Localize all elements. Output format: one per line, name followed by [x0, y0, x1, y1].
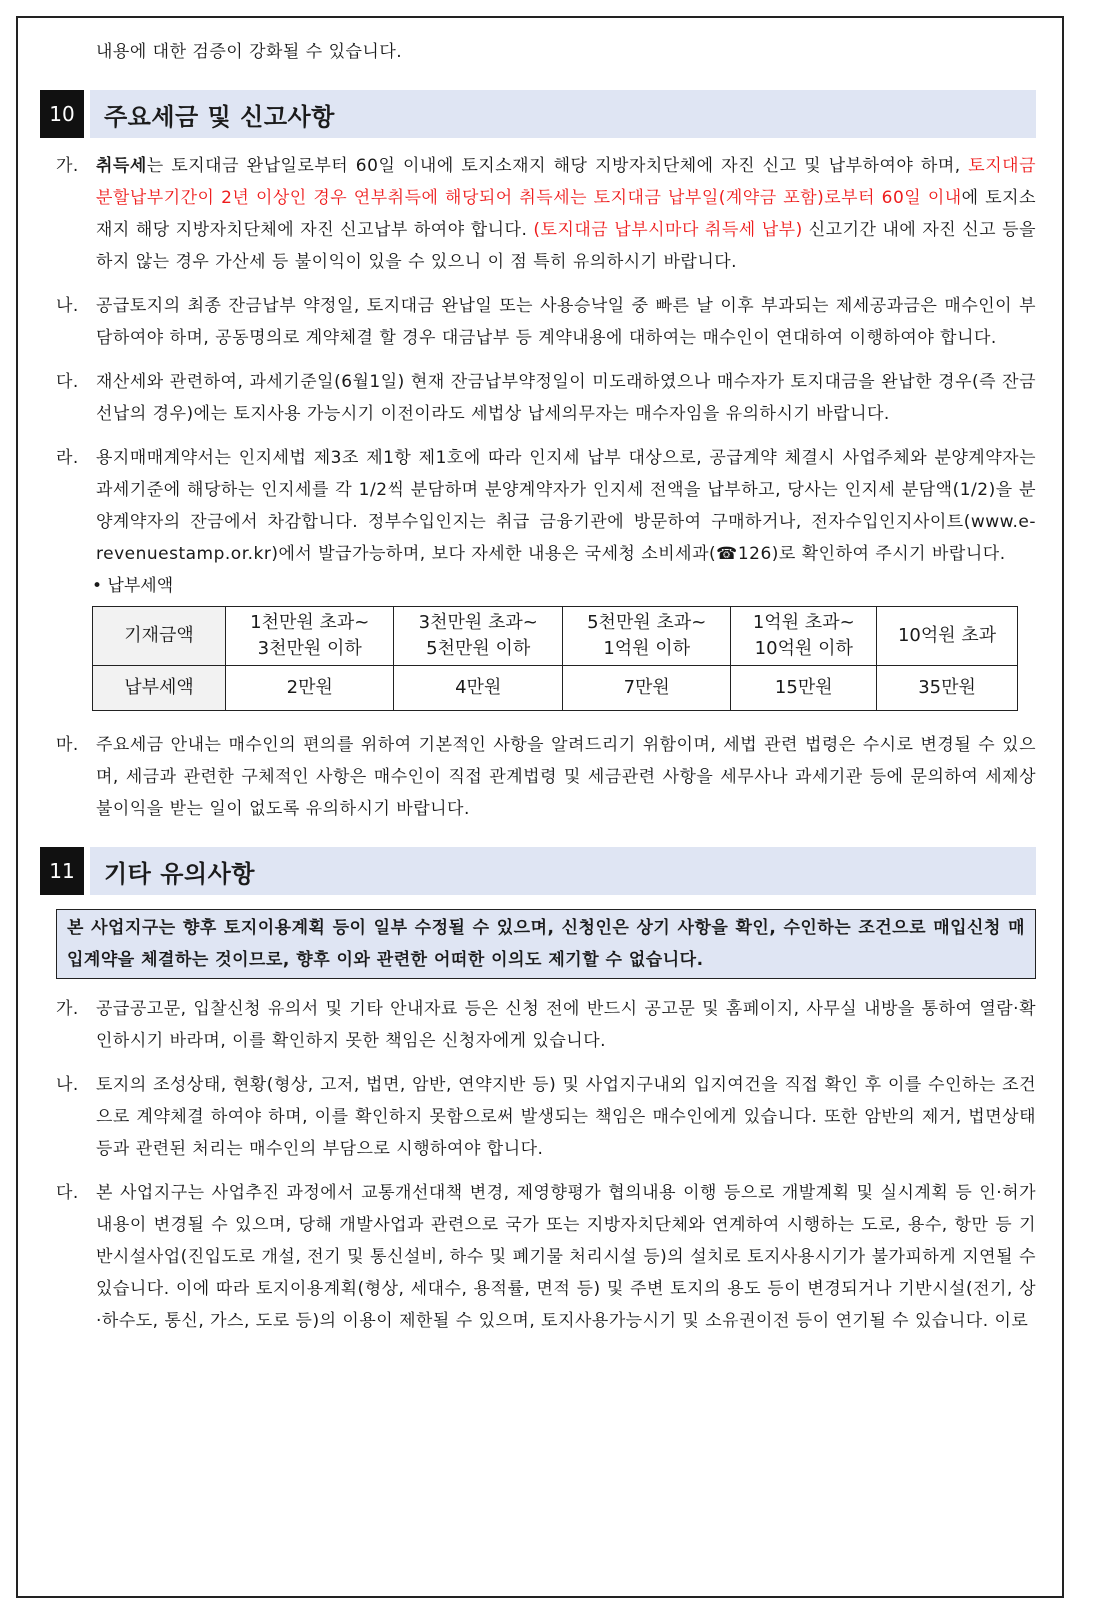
- item-text: 본 사업지구는 사업추진 과정에서 교통개선대책 변경, 제영향평가 협의내용 이행 등으로 개발계획 및 실시계획 등 인·허가내용이 변경될 수 있으며, 당해 개발사업과 관련으로 국가 또는 지방자치단체와 연계하여 시행하는 도로, 용수, 항만 등 기반시설사업(진입도로 개설, 전기 및 통신설비, 하수 및 폐기물 처리시설 등)의 설치로 토지사용시기가 불가피하게 지연될 수 있습니다. 이에 따라 토지이용계획(형상, 세대수, 용적률, 면적 등) 및 주변 토지의 용도 등이 변경되거나 기반시설(전기, 상·하수도, 통신, 가스, 도로 등)의 이용이 제한될 수 있으며, 토지사용가능시기 및 소유권이전 등이 연기될 수 있습니다. 이로: [96, 1183, 1036, 1331]
- table-cell: [731, 607, 877, 666]
- table-cell: 2만원: [226, 666, 394, 711]
- item-marker: 가.: [56, 999, 79, 1019]
- item-marker: 마.: [56, 735, 79, 755]
- item-marker: 나.: [56, 1075, 79, 1095]
- item-text: 공급공고문, 입찰신청 유의서 및 기타 안내자료 등은 신청 전에 반드시 공고문 및 홈페이지, 사무실 내방을 통하여 열람·확인하시기 바라며, 이를 확인하지 못한 책임은 신청자에게 있습니다.: [96, 999, 1036, 1051]
- table-cell: 15만원: [731, 666, 877, 711]
- cell-line: 1억원 초과~: [752, 612, 855, 633]
- section-title: 기타 유의사항: [90, 847, 1036, 895]
- table-cell: [226, 607, 394, 666]
- highlight-red: (토지대금 납부시마다 취득세 납부): [533, 220, 803, 240]
- item-text: 용지매매계약서는 인지세법 제3조 제1항 제1호에 따라 인지세 납부 대상으로, 공급계약 체결시 사업주체와 분양계약자는 과세기준에 해당하는 인지세를 각 1/2씩 분담하며 분양계약자가 인지세 전액을 납부하고, 당사는 인지세 분담액(1/2)을 분양계약자의 잔금에서 차감합니다. 정부수입인지는 취급 금융기관에 방문하여 구매하거나, 전자수입인지사이트(www.e-revenuestamp.or.kr)에서 발급가능하며, 보다 자세한 내용은 국세청 소비세과(☎126)로 확인하여 주시기 바랍니다.: [96, 448, 1036, 564]
- table-cell: [877, 607, 1018, 666]
- cell-line: 10억원 이하: [754, 638, 853, 659]
- cell-line: 5천만원 이하: [426, 638, 531, 659]
- section-title: 주요세금 및 신고사항: [90, 90, 1036, 138]
- highlight-red: 토지대금 분할납부기간이 2년 이상인 경우 연부취득에 해당되어 취득세는 토지대금 납부일(계약금 포함)로부터 60일 이내: [96, 156, 1036, 208]
- document-body: [49, 36, 1036, 1349]
- item-marker: 가.: [56, 156, 79, 176]
- stamp-tax-table: [92, 606, 1018, 711]
- item-10-ra: [56, 442, 1036, 570]
- text-segment: 신고기간 내에 자진 신고 등을 하지 않는 경우 가산세 등 불이익이 있을 수 있으니 이 점 특히 유의하시기 바랍니다.: [96, 220, 1036, 272]
- section-number: 11: [40, 847, 84, 895]
- table-cell: 4만원: [394, 666, 562, 711]
- item-text: 공급토지의 최종 잔금납부 약정일, 토지대금 완납일 또는 사용승낙일 중 빠른 날 이후 부과되는 제세공과금은 매수인이 부담하여야 하며, 공동명의로 계약체결 할 경우 대금납부 등 계약내용에 대하여는 매수인이 연대하여 이행하여야 합니다.: [96, 296, 1036, 348]
- item-11-ga: [56, 993, 1036, 1057]
- cell-line: 3천만원 이하: [257, 638, 362, 659]
- section-11-header: [40, 847, 1036, 895]
- item-text: 재산세와 관련하여, 과세기준일(6월1일) 현재 잔금납부약정일이 미도래하였으나 매수자가 토지대금을 완납한 경우(즉 잔금선납의 경우)에는 토지사용 가능시기 이전이라도 세법상 납세의무자는 매수자임을 유의하시기 바랍니다.: [96, 372, 1036, 424]
- table-cell: [562, 607, 730, 666]
- intro-continuation: 내용에 대한 검증이 강화될 수 있습니다.: [96, 42, 403, 62]
- table-header-cell: 납부세액: [93, 666, 226, 711]
- item-marker: 라.: [56, 448, 79, 468]
- bullet-tax-amount: • 납부세액: [92, 576, 174, 596]
- cell-line: 10억원 초과: [897, 625, 997, 646]
- item-text: 주요세금 안내는 매수인의 편의를 위하여 기본적인 사항을 알려드리기 위함이며, 세법 관련 법령은 수시로 변경될 수 있으며, 세금과 관련한 구체적인 사항은 매수인이 직접 관계법령 및 세금관련 사항을 세무사나 과세기관 등에 문의하여 세제상 불이익을 받는 일이 없도록 유의하시기 바랍니다.: [96, 735, 1036, 819]
- cell-line: 1천만원 초과~: [250, 612, 370, 633]
- item-text: 토지의 조성상태, 현황(형상, 고저, 법면, 암반, 연약지반 등) 및 사업지구내외 입지여건을 직접 확인 후 이를 수인하는 조건으로 계약체결 하여야 하며, 이를 확인하지 못함으로써 발생되는 책임은 매수인에게 있습니다. 또한 암반의 제거, 법면상태 등과 관련된 처리는 매수인의 부담으로 시행하여야 합니다.: [96, 1075, 1036, 1159]
- table-header-cell: 기재금액: [93, 607, 226, 666]
- text-segment: 는 토지대금 완납일로부터 60일 이내에 토지소재지 해당 지방자치단체에 자진 신고 및 납부하여야 하며,: [146, 156, 969, 176]
- keyword-acquisition-tax: 취득세: [96, 156, 147, 176]
- notice-box: 본 사업지구는 향후 토지이용계획 등이 일부 수정될 수 있으며, 신청인은 상기 사항을 확인, 수인하는 조건으로 매입신청 매입계약을 체결하는 것이므로, 향후 이와 관련한 어떠한 이의도 제기할 수 없습니다.: [56, 909, 1036, 979]
- cell-line: 3천만원 초과~: [418, 612, 538, 633]
- section-number: 10: [40, 90, 84, 138]
- table-cell: 35만원: [877, 666, 1018, 711]
- table-row: [93, 607, 1018, 666]
- item-10-na: [56, 290, 1036, 354]
- item-10-ma: [56, 729, 1036, 825]
- item-11-na: [56, 1069, 1036, 1165]
- item-marker: 나.: [56, 296, 79, 316]
- table-cell: 7만원: [562, 666, 730, 711]
- item-marker: 다.: [56, 1183, 79, 1203]
- item-10-ga: [56, 150, 1036, 278]
- item-marker: 다.: [56, 372, 79, 392]
- item-10-da: [56, 366, 1036, 430]
- section-10-header: [40, 90, 1036, 138]
- table-row: [93, 666, 1018, 711]
- item-11-da: [56, 1177, 1036, 1337]
- text-segment: 에 토지소재지 해당 지방자치단체에 자진 신고납부 하여야 합니다.: [96, 188, 1036, 240]
- cell-line: 1억원 이하: [603, 638, 691, 659]
- cell-line: 5천만원 초과~: [587, 612, 707, 633]
- table-cell: [394, 607, 562, 666]
